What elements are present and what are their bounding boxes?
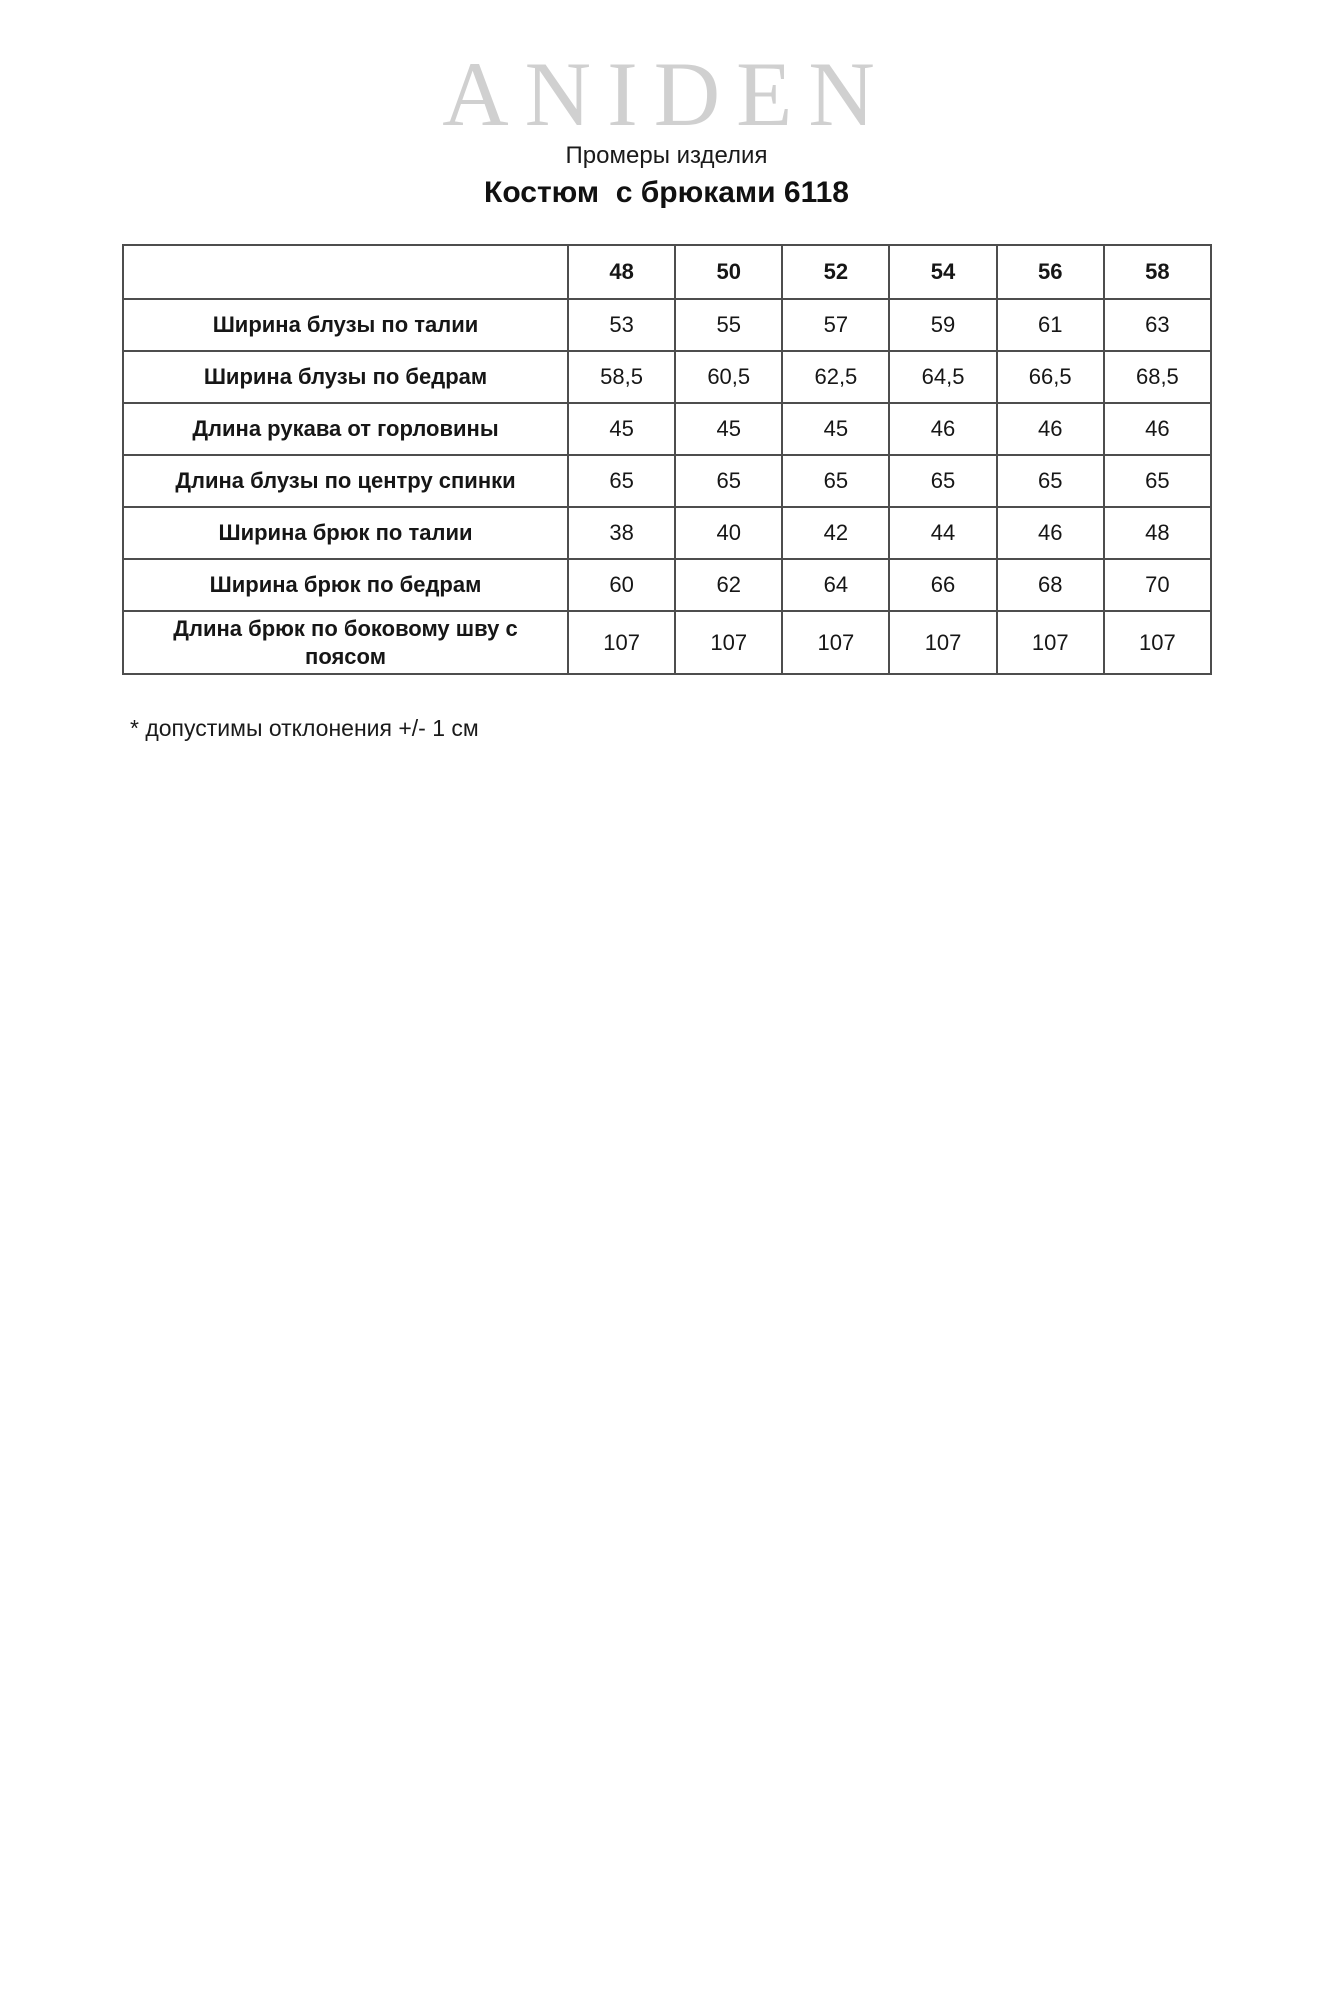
measurement-value: 65 [675, 455, 782, 507]
measurement-value: 65 [782, 455, 889, 507]
measurement-row [123, 455, 1211, 507]
measurement-value: 62 [675, 559, 782, 611]
measurement-value: 63 [1104, 299, 1211, 351]
measurement-label: Ширина брюк по бедрам [123, 559, 568, 611]
brand-logo: ANIDEN [442, 43, 891, 145]
measurement-value: 68,5 [1104, 351, 1211, 403]
measurement-value: 65 [1104, 455, 1211, 507]
measurement-value: 60 [568, 559, 675, 611]
measurement-value: 70 [1104, 559, 1211, 611]
size-measurements-table [122, 244, 1212, 675]
measurement-label: Длина рукава от горловины [123, 403, 568, 455]
measurement-value: 46 [997, 403, 1104, 455]
measurement-value: 64 [782, 559, 889, 611]
size-column-header: 52 [782, 245, 889, 299]
measurement-value: 53 [568, 299, 675, 351]
measurement-value: 107 [889, 611, 996, 674]
corner-empty-cell [123, 245, 568, 299]
measurement-value: 46 [1104, 403, 1211, 455]
measurement-value: 65 [568, 455, 675, 507]
measurement-label: Ширина блузы по бедрам [123, 351, 568, 403]
measurement-value: 55 [675, 299, 782, 351]
product-title: Костюм с брюками 6118 [484, 176, 849, 209]
measurement-label: Ширина брюк по талии [123, 507, 568, 559]
measurement-value: 46 [997, 507, 1104, 559]
measurement-row [123, 559, 1211, 611]
measurement-row [123, 403, 1211, 455]
measurement-row [123, 351, 1211, 403]
measurement-value: 45 [568, 403, 675, 455]
measurement-value: 62,5 [782, 351, 889, 403]
measurement-value: 46 [889, 403, 996, 455]
measurement-value: 60,5 [675, 351, 782, 403]
measurement-value: 40 [675, 507, 782, 559]
measurement-value: 59 [889, 299, 996, 351]
measurement-value: 45 [675, 403, 782, 455]
tolerance-footnote: * допустимы отклонения +/- 1 см [130, 715, 479, 741]
measurement-row [123, 611, 1211, 674]
measurement-value: 64,5 [889, 351, 996, 403]
measurement-label: Длина блузы по центру спинки [123, 455, 568, 507]
measurement-value: 38 [568, 507, 675, 559]
measurement-value: 107 [675, 611, 782, 674]
measurement-value: 68 [997, 559, 1104, 611]
measurement-label: Длина брюк по боковому шву с поясом [123, 611, 568, 674]
measurement-value: 107 [1104, 611, 1211, 674]
size-header-row [123, 245, 1211, 299]
measurement-value: 66,5 [997, 351, 1104, 403]
size-column-header: 50 [675, 245, 782, 299]
measurement-value: 65 [997, 455, 1104, 507]
size-column-header: 54 [889, 245, 996, 299]
measurement-value: 57 [782, 299, 889, 351]
measurement-value: 66 [889, 559, 996, 611]
measurement-label: Ширина блузы по талии [123, 299, 568, 351]
measurement-row [123, 299, 1211, 351]
measurement-value: 44 [889, 507, 996, 559]
measurement-value: 61 [997, 299, 1104, 351]
size-column-header: 56 [997, 245, 1104, 299]
size-column-header: 58 [1104, 245, 1211, 299]
measurement-value: 58,5 [568, 351, 675, 403]
measurement-value: 48 [1104, 507, 1211, 559]
document-subtitle: Промеры изделия [565, 142, 768, 169]
measurement-value: 107 [568, 611, 675, 674]
measurement-value: 107 [997, 611, 1104, 674]
measurement-value: 65 [889, 455, 996, 507]
measurement-value: 42 [782, 507, 889, 559]
size-column-header: 48 [568, 245, 675, 299]
measurement-value: 45 [782, 403, 889, 455]
measurement-value: 107 [782, 611, 889, 674]
measurement-row [123, 507, 1211, 559]
